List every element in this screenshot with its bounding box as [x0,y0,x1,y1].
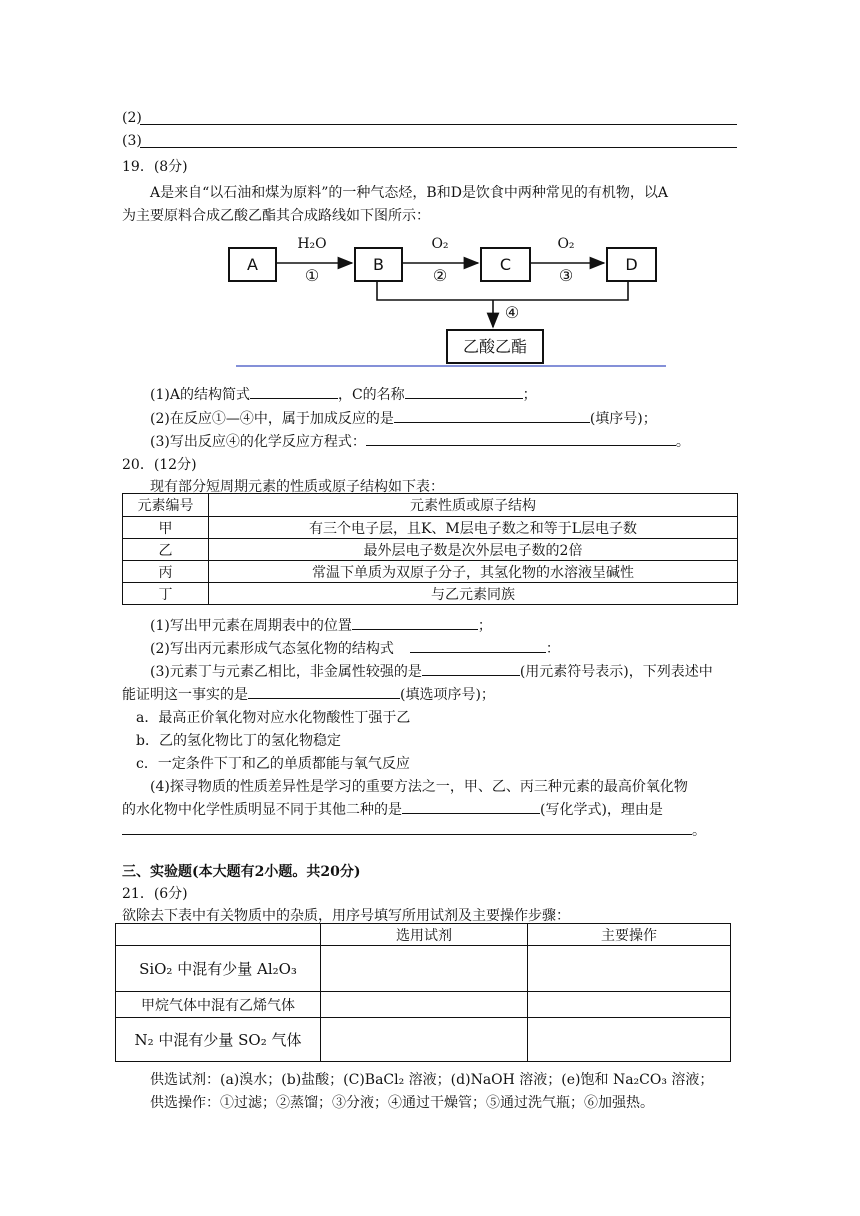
table-row: 甲烷气体中混有乙烯气体 [116,992,731,1018]
box-a: A [228,247,277,282]
box-b: B [354,247,403,282]
answer-line-label-3: (3) [122,133,142,149]
q20-part-4: (4)探寻物质的性质差异性是学习的重要方法之一，甲、乙、丙三种元素的最高价氧化物 [150,779,688,795]
q21-operations: 供选操作：①过滤；②蒸馏；③分液；④通过干燥管；⑤通过洗气瓶；⑥加强热。 [150,1095,654,1111]
impurity-table [115,923,731,1062]
q20-option-c: c．一定条件下丁和乙的单质都能与氧气反应 [136,756,410,772]
q20-blank-element[interactable] [422,661,520,676]
q20-part-2: (2)写出丙元素形成气态氢化物的结构式 ： [150,638,560,658]
section-3-title: 三、实验题(本大题有2小题。共20分) [122,864,361,880]
q19-blank-a-formula[interactable] [250,384,338,399]
q20-reason-line: 。 [122,820,706,840]
table-row: SiO₂ 中混有少量 Al₂O₃ [116,946,731,992]
element-table [122,493,738,605]
q19-part-2: (2)在反应①—④中，属于加成反应的是 (填序号)； [150,408,657,428]
arrow-2-reagent: O₂ [431,236,449,252]
q20-part-4-cont: 的水化物中化学性质明显不同于其他二种的是 (写化学式)，理由是 [122,799,663,819]
q21-reagents: 供选试剂：(a)溴水；(b)盐酸；(C)BaCl₂ 溶液；(d)NaOH 溶液；(e)饱和 Na₂CO₃ 溶液； [150,1072,714,1088]
table-row: 乙 最外层电子数是次外层电子数的2倍 [123,539,738,561]
arrow-2-number: ② [432,266,448,285]
diagram-arrows [0,0,860,400]
table-header-cell: 主要操作 [528,924,731,946]
q20-part-3: (3)元素丁与元素乙相比，非金属性较强的是 (用元素符号表示)，下列表述中 [150,661,713,681]
q20-blank-position[interactable] [352,615,478,630]
q20-option-b: b．乙的氢化物比丁的氢化物稳定 [136,733,341,749]
box-d: D [606,247,657,282]
arrow-4-number: ④ [504,303,520,322]
table-header-cell: 元素编号 [123,494,209,517]
box-c: C [480,247,531,282]
table-header-cell: 选用试剂 [321,924,528,946]
q21-intro: 欲除去下表中有关物质中的杂质，用序号填写所用试剂及主要操作步骤： [122,908,570,924]
table-row: 丁 与乙元素同族 [123,583,738,605]
operation-cell[interactable] [528,1018,731,1062]
q19-intro-2: 为主要原料合成乙酸乙酯其合成路线如下图所示： [122,208,430,224]
q19-part-1: (1)A的结构简式 ，C的名称 ； [150,384,537,404]
q19-part-3: (3)写出反应④的化学反应方程式： 。 [150,431,690,451]
q20-intro: 现有部分短周期元素的性质或原子结构如下表： [150,479,444,495]
answer-line-label-2: (2) [122,110,142,126]
q20-blank-reason[interactable] [122,820,692,835]
q19-blank-c-name[interactable] [405,384,523,399]
reagent-cell[interactable] [321,992,528,1018]
q19-intro-1: A是来自“以石油和煤为原料”的一种气态烃，B和D是饮食中两种常见的有机物，以A [150,185,669,201]
q19-blank-addition[interactable] [394,408,590,423]
q20-header: 20．(12分) [122,457,197,473]
q20-option-a: a．最高正价氧化物对应水化物酸性丁强于乙 [136,710,411,726]
q20-part-3-cont: 能证明这一事实的是 (填选项序号)； [122,684,495,704]
q20-blank-structure[interactable] [410,638,546,653]
reagent-cell[interactable] [321,1018,528,1062]
box-ethyl-acetate: 乙酸乙酯 [446,329,544,364]
table-header-cell: 元素性质或原子结构 [209,494,738,517]
operation-cell[interactable] [528,992,731,1018]
table-header-cell [116,924,321,946]
arrow-4-path [377,280,628,300]
table-row: N₂ 中混有少量 SO₂ 气体 [116,1018,731,1062]
q21-header: 21．(6分) [122,886,188,902]
table-row: 甲 有三个电子层，且K、M层电子数之和等于L层电子数 [123,517,738,539]
reagent-cell[interactable] [321,946,528,992]
q20-blank-formula[interactable] [402,799,540,814]
arrow-3-number: ③ [558,266,574,285]
arrow-1-number: ① [304,266,320,285]
table-row: 丙 常温下单质为双原子分子，其氢化物的水溶液呈碱性 [123,561,738,583]
q19-header: 19．(8分) [122,159,188,175]
q20-blank-option[interactable] [248,684,400,699]
arrow-3-reagent: O₂ [557,236,575,252]
q20-part-1: (1)写出甲元素在周期表中的位置 ； [150,615,492,635]
arrow-1-reagent: H₂O [297,236,327,252]
operation-cell[interactable] [528,946,731,992]
q19-blank-equation[interactable] [366,431,676,446]
